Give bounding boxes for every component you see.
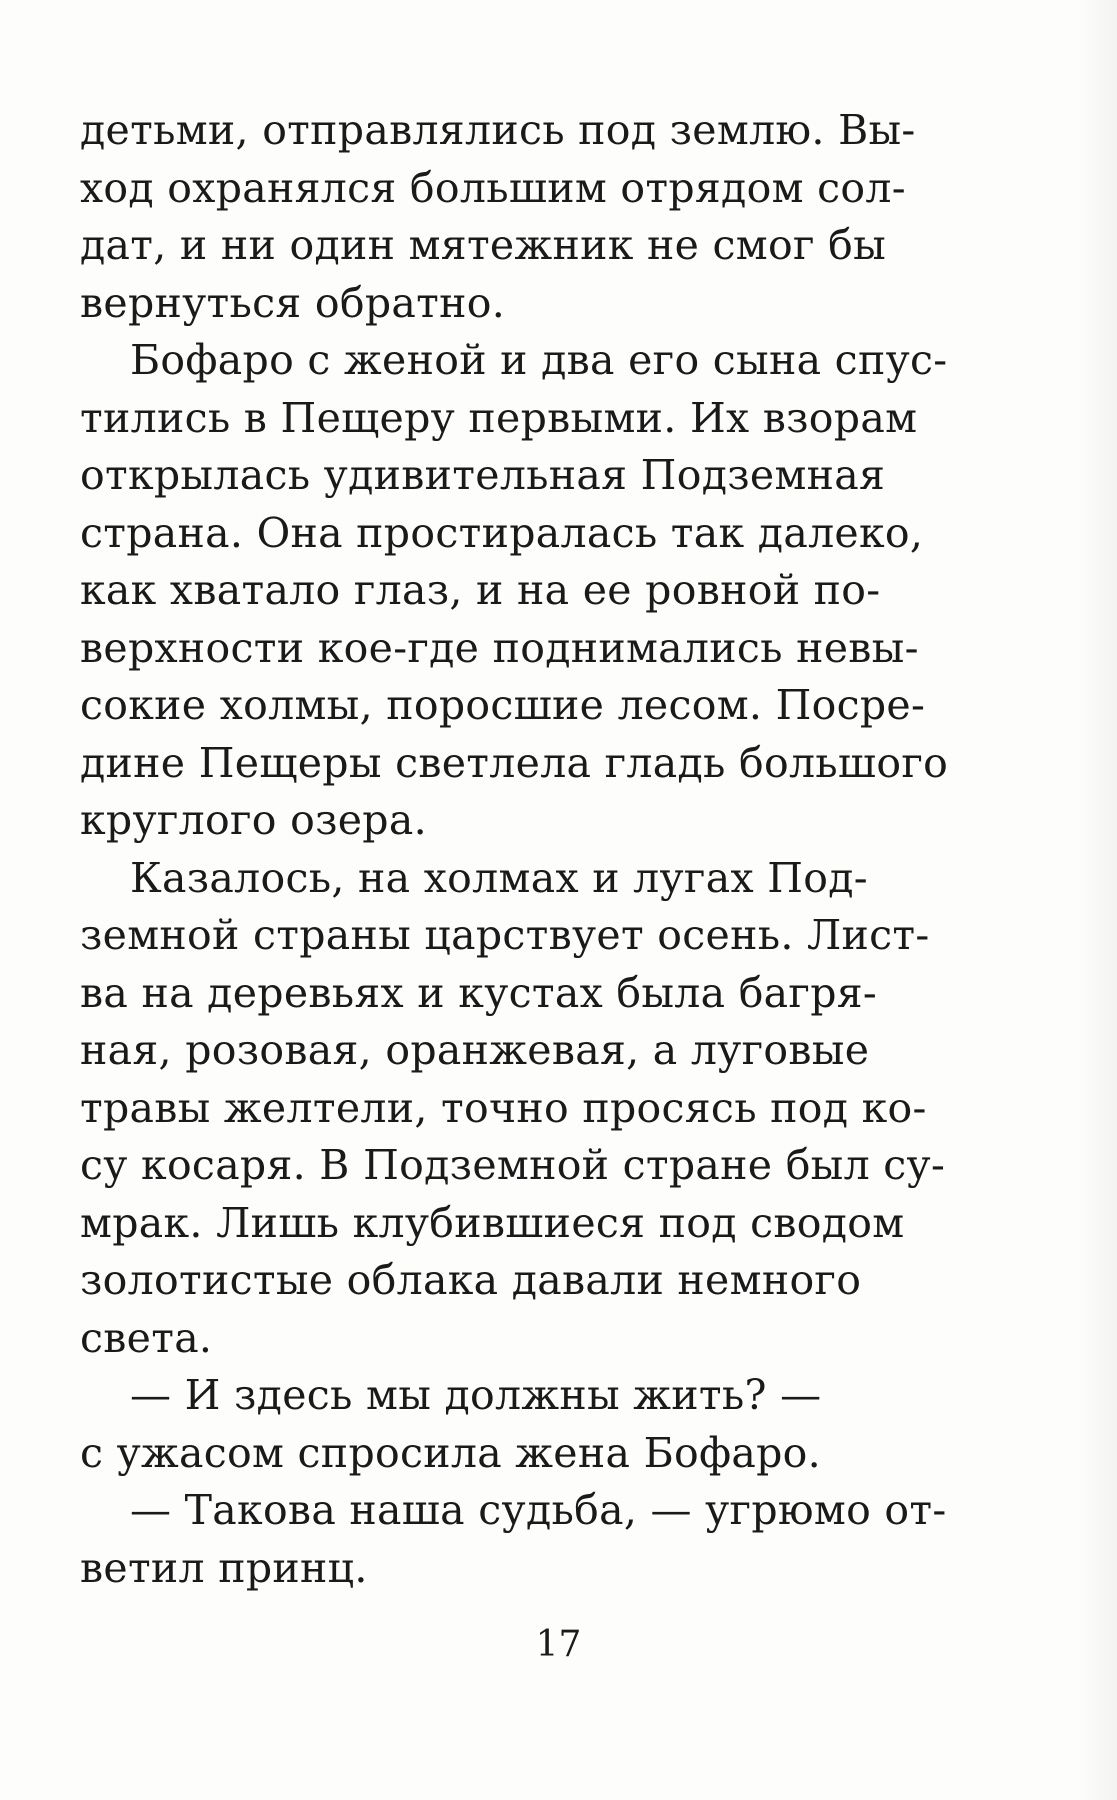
text-line: вернуться обратно. — [80, 278, 506, 327]
text-line: мрак. Лишь клубившиеся под сводом — [80, 1198, 905, 1247]
text-line: Казалось, на холмах и лугах Под- — [130, 853, 868, 902]
text-line: с ужасом спросила жена Бофаро. — [80, 1428, 821, 1477]
text-line: круглого озера. — [80, 796, 427, 844]
text-line: открылась удивительная Подземная — [80, 451, 886, 499]
text-line: — Такова наша судьба, — угрюмо от- — [130, 1486, 947, 1534]
page-edge-shadow — [1077, 0, 1117, 1800]
text-line: тились в Пещеру первыми. Их взорам — [80, 393, 918, 442]
text-line: как хватало глаз, и на ее ровной по- — [80, 566, 881, 614]
body-text — [80, 102, 1008, 1597]
text-line: золотистые облака давали немного — [80, 1256, 862, 1304]
text-line: су косаря. В Подземной стране был су- — [80, 1141, 946, 1189]
text-line: детьми, отправлялись под землю. Вы- — [80, 106, 916, 154]
text-line: сокие холмы, поросшие лесом. Посре- — [80, 681, 926, 729]
text-line: дат, и ни один мятежник не смог бы — [80, 221, 887, 269]
text-line: верхности кое-где поднимались невы- — [80, 623, 919, 672]
text-line: земной страны царствует осень. Лист- — [80, 911, 930, 959]
text-line: травы желтели, точно просясь под ко- — [80, 1083, 927, 1132]
text-line: страна. Она простиралась так далеко, — [80, 508, 924, 557]
text-line: ветил принц. — [80, 1543, 368, 1592]
text-line: ная, розовая, оранжевая, а луговые — [80, 1026, 870, 1074]
text-line: Бофаро с женой и два его сына спус- — [130, 336, 948, 384]
text-line: — И здесь мы должны жить? — — [130, 1371, 822, 1419]
page-number: 17 — [535, 1624, 582, 1665]
text-line: света. — [80, 1313, 213, 1362]
text-line: ва на деревьях и кустах была багря- — [80, 968, 878, 1017]
text-line: дине Пещеры светлела гладь большого — [80, 738, 949, 787]
text-line: ход охранялся большим отрядом сол- — [80, 163, 906, 212]
